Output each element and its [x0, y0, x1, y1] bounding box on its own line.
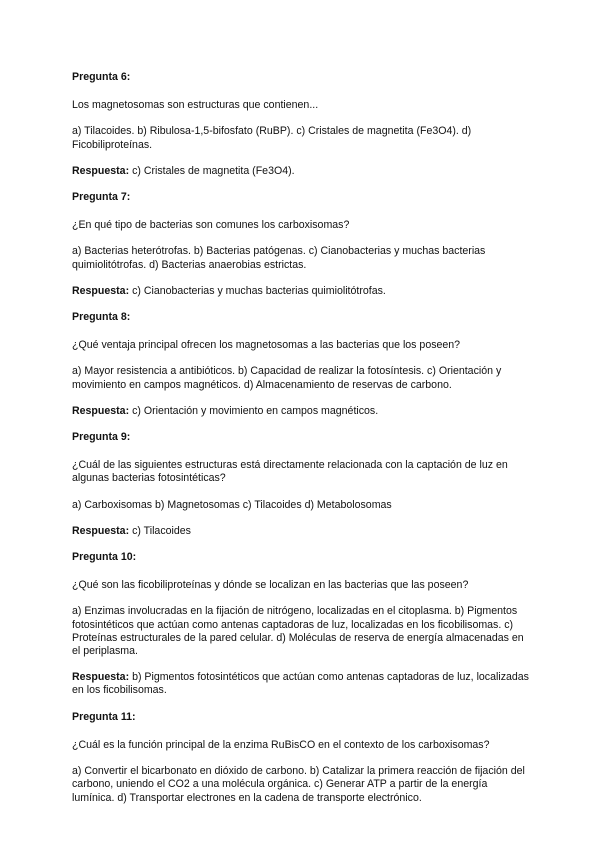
question-title: Pregunta 7:	[72, 191, 131, 204]
question-title: Pregunta 11:	[72, 710, 136, 723]
question-11	[72, 711, 530, 805]
question-options: a) Mayor resistencia a antibióticos. b) Capacidad de realizar la fotosíntesis. c) Orientación y movimiento en campos magnéticos. d) Almacenamiento de reservas de carbono.	[72, 365, 502, 391]
question-answer	[72, 525, 530, 538]
answer-label: Respuesta:	[72, 671, 130, 684]
question-text: ¿Cuál de las siguientes estructuras está directamente relacionada con la captación de luz en algunas bacterias fotosintéticas?	[72, 459, 508, 485]
question-options: a) Bacterias heterótrofas. b) Bacterias patógenas. c) Cianobacterias y muchas bacterias quimiolitótrofas. d) Bacterias anaerobias estrictas.	[72, 245, 486, 271]
question-title: Pregunta 6:	[72, 71, 131, 83]
question-text: ¿Qué son las ficobiliproteínas y dónde se localizan en las bacterias que las poseen?	[72, 579, 469, 592]
question-answer	[72, 285, 530, 298]
question-options: a) Enzimas involucradas en la fijación de nitrógeno, localizadas en el citoplasma. b) Pigmentos fotosintéticos que actúan como antenas captadoras de luz, localizadas en los ficobilisomas. c) Proteínas estructurales de la pared celular. d) Moléculas de reserva de energía almacenadas en el periplasma.	[72, 605, 524, 658]
question-6	[72, 71, 530, 178]
question-title: Pregunta 9:	[72, 431, 131, 444]
question-answer	[72, 671, 530, 697]
question-list	[72, 71, 530, 818]
question-7	[72, 191, 530, 298]
question-text: ¿En qué tipo de bacterias son comunes los carboxisomas?	[72, 219, 350, 232]
question-8	[72, 311, 530, 418]
answer-label: Respuesta:	[72, 524, 130, 537]
answer-text: c) Cianobacterias y muchas bacterias quimiolitótrofas.	[132, 284, 386, 297]
question-answer	[72, 405, 530, 418]
question-title: Pregunta 8:	[72, 311, 131, 324]
question-text: ¿Cuál es la función principal de la enzima RuBisCO en el contexto de los carboxisomas?	[72, 738, 490, 751]
question-text: ¿Qué ventaja principal ofrecen los magnetosomas a las bacterias que los poseen?	[72, 339, 461, 352]
answer-text: b) Pigmentos fotosintéticos que actúan como antenas captadoras de luz, localizadas en los ficobilisomas.	[72, 671, 529, 697]
answer-label: Respuesta:	[72, 404, 130, 417]
question-answer	[72, 165, 530, 178]
answer-label: Respuesta:	[72, 284, 130, 297]
question-options: a) Carboxisomas b) Magnetosomas c) Tilacoides d) Metabolosomas	[72, 498, 392, 511]
question-title: Pregunta 10:	[72, 551, 137, 564]
answer-label: Respuesta:	[72, 164, 130, 177]
question-10	[72, 551, 530, 698]
question-9	[72, 431, 530, 538]
answer-text: c) Cristales de magnetita (Fe3O4).	[132, 164, 295, 177]
question-options: a) Convertir el bicarbonato en dióxido de carbono. b) Catalizar la primera reacción de fijación del carbono, uniendo el CO2 a una molécula orgánica. c) Generar ATP a partir de la energía lumínica. d) Transportar electrones en la cadena de transporte electrónico.	[72, 765, 525, 804]
question-text: Los magnetosomas son estructuras que contienen...	[72, 99, 319, 112]
question-options: a) Tilacoides. b) Ribulosa-1,5-bifosfato (RuBP). c) Cristales de magnetita (Fe3O4). d) Ficobiliproteínas.	[72, 125, 472, 151]
answer-text: c) Tilacoides	[132, 524, 191, 537]
answer-text: c) Orientación y movimiento en campos magnéticos.	[132, 404, 379, 417]
